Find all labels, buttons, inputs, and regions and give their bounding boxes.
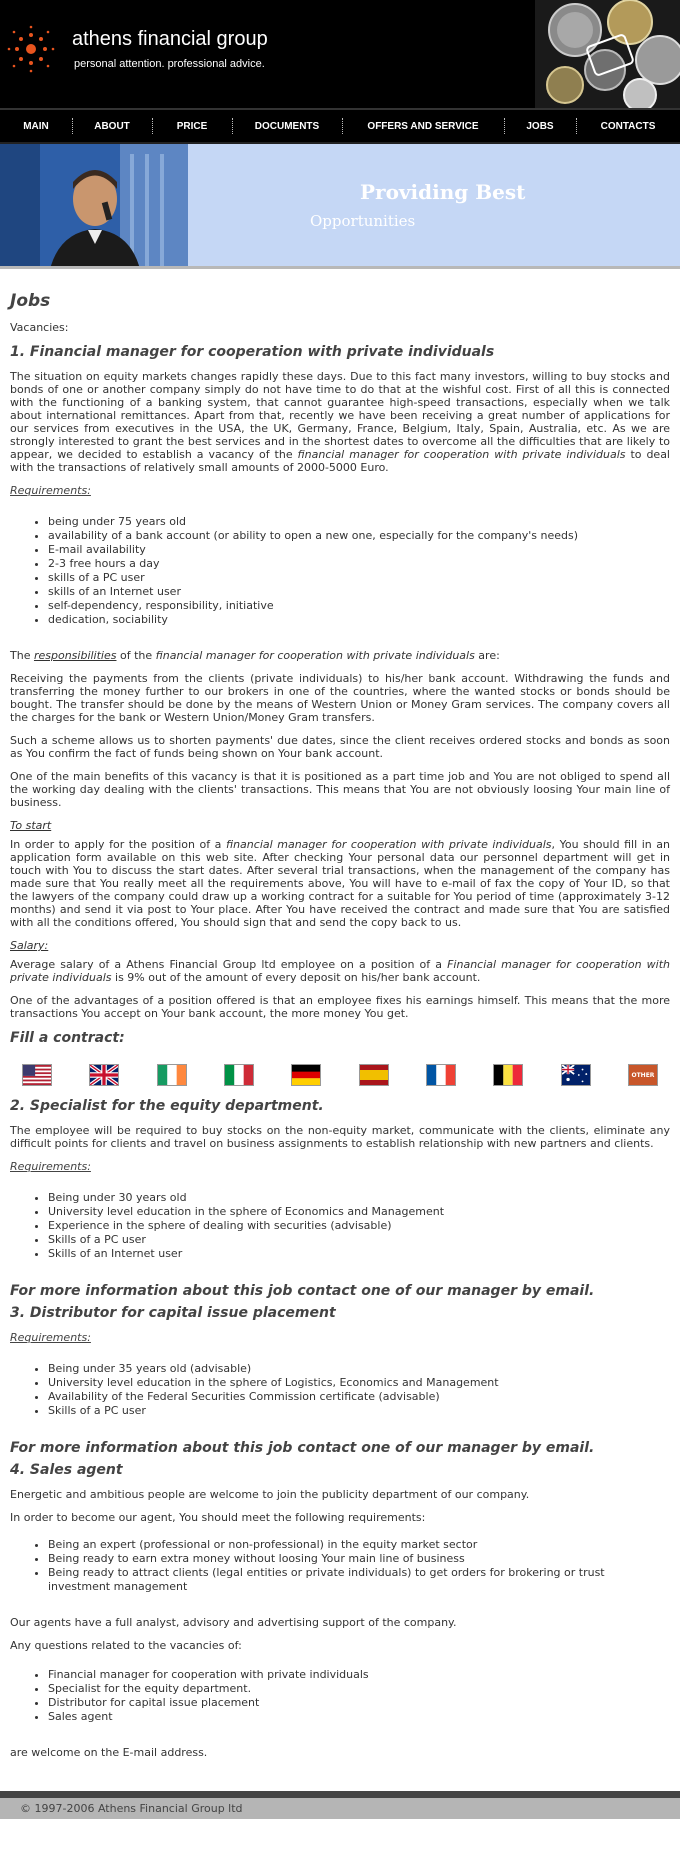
vacancies-label: Vacancies: (10, 321, 69, 334)
main-content (0, 269, 680, 1781)
sun-logo-icon (6, 24, 56, 74)
job2-title: 2. Specialist for the equity department. (10, 1098, 324, 1114)
nav-jobs[interactable]: JOBS (504, 110, 576, 142)
list-item: • skills of an Internet user (48, 585, 670, 599)
salary-label: Salary: (10, 939, 49, 952)
page-title: Jobs (10, 291, 51, 311)
businessman-photo (0, 144, 188, 269)
to-start-label: To start (10, 819, 52, 832)
ireland-flag-icon[interactable] (157, 1064, 187, 1086)
nav-about[interactable]: ABOUT (72, 110, 152, 142)
job3-requirements-label: Requirements: (10, 1331, 91, 1344)
list-item: • Distributor for capital issue placement (48, 1696, 670, 1710)
job4-title: 4. Sales agent (10, 1462, 123, 1478)
job1-requirements-label: Requirements: (10, 484, 91, 497)
list-item: • 2-3 free hours a day (48, 557, 670, 571)
footer-divider (0, 1791, 680, 1798)
job4-support: Our agents have a full analyst, advisory and advertising support of the company. (10, 1616, 457, 1629)
salary-em: Financial manager for cooperation with private individuals (10, 958, 671, 984)
salary-text-a: Average salary of a Athens Financial Group ltd employee on a position of a (10, 958, 448, 971)
list-item: • University level education in the sphere of Logistics, Economics and Management (48, 1376, 670, 1390)
list-item: • E-mail availability (48, 543, 670, 557)
job4-intro2: In order to become our agent, You should meet the following requirements: (10, 1511, 426, 1524)
list-item: • dedication, sociability (48, 613, 670, 627)
nav-contacts[interactable]: CONTACTS (576, 110, 680, 142)
nav-main[interactable]: MAIN (23, 120, 49, 132)
job2-requirements-list (48, 1191, 670, 1261)
list-item: • University level education in the sphere of Economics and Management (48, 1205, 670, 1219)
list-item: • availability of a bank account (or ability to open a new one, especially for the company's needs) (48, 529, 670, 543)
france-flag-icon[interactable] (426, 1064, 456, 1086)
job1-salary (10, 958, 670, 984)
job4-welcome: are welcome on the E-mail address. (10, 1746, 208, 1759)
tagline: personal attention. professional advice. (74, 58, 265, 70)
copyright: © 1997-2006 Athens Financial Group ltd (20, 1802, 243, 1815)
list-item: • Being under 30 years old (48, 1191, 670, 1205)
job1-intro-em: financial manager for cooperation with private individuals (297, 448, 626, 461)
responsibilities-label: responsibilities (33, 649, 117, 662)
banner (0, 144, 680, 269)
list-item: • Skills of a PC user (48, 1404, 670, 1418)
job1-to-start (10, 838, 670, 929)
italy-flag-icon[interactable] (224, 1064, 254, 1086)
job2-contact-note: For more information about this job contact one of our manager by email. (10, 1283, 595, 1299)
us-flag-icon[interactable] (22, 1064, 52, 1086)
job4-questions: Any questions related to the vacancies of: (10, 1639, 242, 1652)
job2-requirements-label: Requirements: (10, 1160, 91, 1173)
list-item: • Financial manager for cooperation with private individuals (48, 1668, 670, 1682)
australia-flag-icon[interactable] (561, 1064, 591, 1086)
job1-para-advantage: One of the advantages of a position offered is that an employee fixes his earnings himself. This means that the more transactions You accept on Your bank account, the more money You get. (10, 994, 670, 1020)
spain-flag-icon[interactable] (359, 1064, 389, 1086)
brand-name: athens financial group (72, 28, 268, 50)
salary-text-b: is 9% out of the amount of every deposit on his/her bank account. (111, 971, 481, 984)
uk-flag-icon[interactable] (89, 1064, 119, 1086)
resp-em: financial manager for cooperation with private individuals (155, 649, 475, 662)
list-item: • Specialist for the equity department. (48, 1682, 670, 1696)
list-item: • self-dependency, responsibility, initiative (48, 599, 670, 613)
banner-headline: Providing Best (360, 180, 526, 204)
job4-intro: Energetic and ambitious people are welcome to join the publicity department of our company. (10, 1488, 530, 1501)
list-item: • Being ready to attract clients (legal entities or private individuals) to get orders for brokering or trust investment management (48, 1566, 670, 1594)
job1-para-benefit: One of the main benefits of this vacancy is that it is positioned as a part time job and You are not obliged to spend all the working day dealing with the clients' transactions. This means that You are not obviously loosing Your main line of business. (10, 770, 670, 809)
job1-intro (10, 370, 670, 474)
job1-para-scheme: Such a scheme allows us to shorten payments' due dates, since the client receives ordered stocks and bonds as soon as You confirm the fact of funds being shown on Your bank account. (10, 734, 670, 760)
job3-requirements-list (48, 1362, 670, 1418)
other-flag-icon[interactable] (628, 1064, 658, 1086)
germany-flag-icon[interactable] (291, 1064, 321, 1086)
job4-requirements-list (48, 1538, 670, 1594)
site-footer (0, 1798, 680, 1819)
resp-text-c: are: (474, 649, 500, 662)
list-item: • Experience in the sphere of dealing with securities (advisable) (48, 1219, 670, 1233)
job1-requirements-list (48, 515, 670, 627)
tostart-em: financial manager for cooperation with private individuals (225, 838, 552, 851)
job1-title: 1. Financial manager for cooperation with private individuals (10, 344, 495, 360)
job1-intro-text-a: The situation on equity markets changes rapidly these days. Due to this fact many investors, willing to buy stocks and bonds of one or another company simply do not have time to do that at the wishful cost. First of all this is connected with the functioning of a banking system, that cannot guarantee high-speed transactions, especially when we talk about international remittances. Apart from that, recently we have been receiving a great number of applications for our services from executives in the USA, the UK, Germany, France, Belgium, Italy, Spain, Australia, etc. As we are strongly interested to grant the best services and in the shortest dates to overcome all the difficulties that are likely to appear, we decided to establish a vacancy of the (10, 370, 670, 461)
list-item: • Availability of the Federal Securities Commission certificate (advisable) (48, 1390, 670, 1404)
job1-para-receiving: Receiving the payments from the clients (private individuals) to his/her bank account. Withdrawing the funds and transferring the money further to our brokers in one of the countries, where the wanted stocks or bonds should be bought. The transfer should be done by the means of Western Union or Money Gram services. The company covers all the charges for the bank or Western Union/Money Gram transfers. (10, 672, 670, 724)
vacancies-list (48, 1668, 670, 1724)
job3-contact-note: For more information about this job contact one of our manager by email. (10, 1440, 595, 1456)
banner-subheadline: Opportunities (310, 212, 416, 230)
job1-responsibilities-intro (10, 649, 670, 662)
to-start-heading (10, 819, 670, 832)
tostart-text-b: , You should fill in an application form available on this web site. After checking Your personal data our personnel department will get in touch with You to discuss the start dates. After several trial transactions, when the management of the company has made sure that You really meet all the requirements above, You will have to e-mail of fax the copy of Your ID, so that the lawyers of the company could draw up a working contract for a suitable for You period of time (approximately 3-12 months) and send it via post to Your place. After You have received the contract and made sure that You are satisfied with all the conditions offered, You should sign that and send the copy back to us. (10, 838, 671, 929)
list-item: • Being ready to earn extra money without loosing Your main line of business (48, 1552, 670, 1566)
job3-title: 3. Distributor for capital issue placement (10, 1305, 336, 1321)
list-item: • Skills of a PC user (48, 1233, 670, 1247)
site-header (0, 0, 680, 108)
nav-documents[interactable]: DOCUMENTS (232, 110, 342, 142)
salary-heading (10, 939, 670, 952)
resp-text-a: The (10, 649, 34, 662)
contract-flags (10, 1056, 670, 1086)
tostart-text-a: In order to apply for the position of a (10, 838, 226, 851)
resp-text-b: of the (116, 649, 156, 662)
list-item: • skills of a PC user (48, 571, 670, 585)
nav-offers-and-service[interactable]: OFFERS AND SERVICE (342, 110, 504, 142)
main-nav (0, 108, 680, 144)
job1-intro-text-b: to deal with the transactions of relatively small amounts of 2000-5000 Euro. (10, 448, 670, 474)
list-item: • Skills of an Internet user (48, 1247, 670, 1261)
coins-image (535, 0, 680, 108)
belgium-flag-icon[interactable] (493, 1064, 523, 1086)
fill-contract-title: Fill a contract: (10, 1030, 125, 1046)
other-flag-label: OTHER (631, 1071, 655, 1079)
list-item: • Sales agent (48, 1710, 670, 1724)
job2-intro: The employee will be required to buy stocks on the non-equity market, communicate with the clients, eliminate any difficult points for clients and travel on business assignments to establish relationship with new partners and clients. (10, 1124, 670, 1150)
list-item: • being under 75 years old (48, 515, 670, 529)
list-item: • Being under 35 years old (advisable) (48, 1362, 670, 1376)
list-item: • Being an expert (professional or non-professional) in the equity market sector (48, 1538, 670, 1552)
nav-price[interactable]: PRICE (152, 110, 232, 142)
